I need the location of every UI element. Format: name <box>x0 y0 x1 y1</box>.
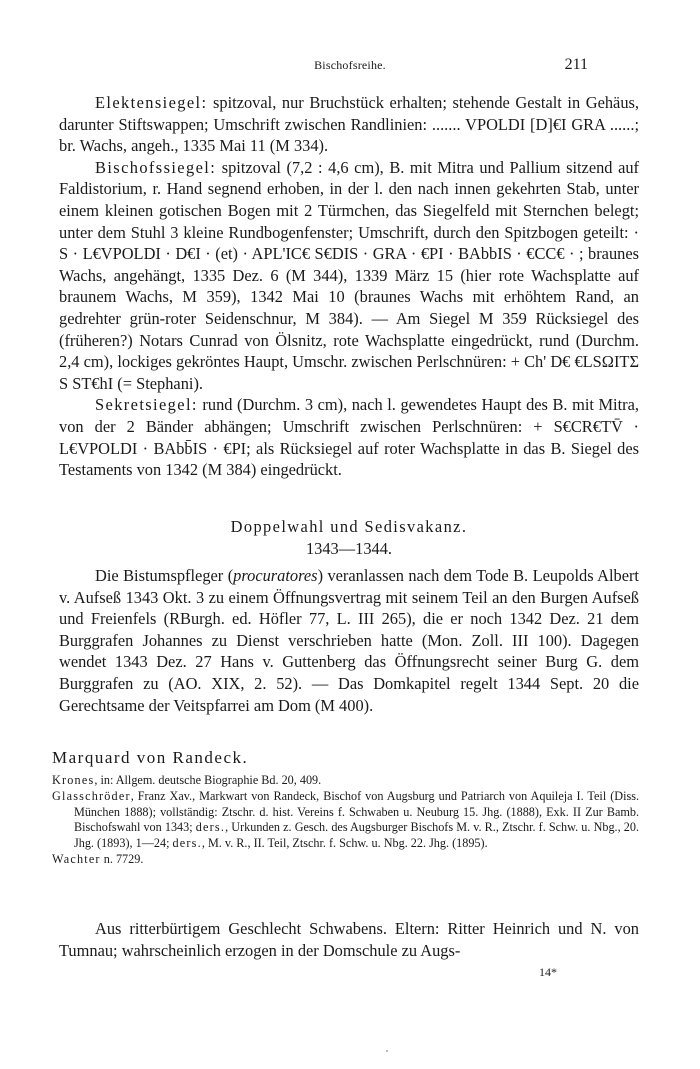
biblio-entry: Glasschröder, Franz Xav., Markwart von Randeck, Bischof von Augsburg und Patriarch von Aquileja I. Teil (Diss. München 1888); vollständig: Ztschr. d. hist. Vereins f. Schwaben u. Neuburg 15. Jhg. (1888), Exk. II Zur Bamb. Bischofswahl von 1343; ders., Urkunden z. Gesch. des Augsburger Bischofs M. v. R., Ztschr. f. Schw. u. Nbg., 20. Jhg. (1893), 1—24; ders., M. v. R., II. Teil, Ztschr. f. Schw. u. Nbg. 22. Jhg. (1895). <box>52 788 639 851</box>
paragraph-sedisvakanz: Die Bistumspfleger (procuratores) veranlassen nach dem Tode B. Leupolds Albert v. Aufseß 1343 Okt. 3 zu einem Öffnungsvertrag mit seinem Teil an den Burgen Aufseß und Freienfels (RBurgh. ed. Höfler 77, L. III 265), die er noch 1342 Dez. 21 dem Burggrafen Johannes zu Dienst verschrieben hatte (Mon. Zoll. III 100). Dagegen wendet 1343 Dez. 27 Hans v. Guttenberg das Öffnungsrecht seiner Burg G. dem Burggrafen zu (AO. XIX, 2. 52). — Das Domkapitel regelt 1344 Sept. 20 die Gerechtsame der Veitspfarrei am Dom (M 400). <box>59 566 639 715</box>
biblio-entry: Krones, in: Allgem. deutsche Biographie Bd. 20, 409. <box>52 773 322 787</box>
biblio-entry: Wachter n. 7729. <box>52 851 144 866</box>
term-bischofssiegel: Bischofssiegel: <box>95 157 217 177</box>
bishop-heading: Marquard von Randeck. <box>52 748 249 767</box>
paragraph-sekretsiegel: Sekretsiegel: rund (Durchm. 3 cm), nach l. gewendetes Haupt des B. mit Mitra, von der 2 Bänder abhängen; Umschrift zwischen Perlschnüren: + S€CR€TV̄ · L€VPOLDI · BAbb̄IS · €PI; als Rücksiegel auf roter Wachsplatte in das B. Siegel des Testaments von 1342 (M 384) eingedrückt. <box>59 395 639 480</box>
marquard-heading <box>52 748 632 768</box>
running-head <box>0 58 700 78</box>
paragraph-bischofssiegel: Bischofssiegel: spitzoval (7,2 : 4,6 cm), B. mit Mitra und Pallium sitzend auf Faldistorium, r. Hand segnend erhoben, in der l. den nach innen gekehrten Stab, unter einem kleinen gotischen Bogen mit 2 Türmchen, das Siegelfeld mit Sternchen belegt; unter dem Stuhl 3 kleine Rundbogenfenster; Umschrift, durch den Spitzbogen geteilt: · S · L€VPOLDI · D€I · (et) · APL'IC€ S€DIS · GRA · €PI · BAbbIS · €CC€ · ; braunes Wachs, angehängt, 1335 Dez. 6 (M 344), 1339 März 15 (hier rote Wachsplatte auf braunem Wachs, M 359), 1342 Mai 10 (braunes Wachs mit erhöhtem Rand, an gedrehter grün-roter Seidenschnur, M 384). — Am Siegel M 359 Rücksiegel des (früheren?) Notars Cunrad von Ölsnitz, rote Wachsplatte eingedrückt, rund (Durchm. 2,4 cm), lockiges gekröntes Haupt, Umschr. zwischen Perlschnüren: + Ch' D€ €LSΩITΣ S ST€hI (= Stephani). <box>59 157 639 393</box>
section-header <box>59 516 639 559</box>
bibliography <box>52 773 639 868</box>
term-elektensiegel: Elektensiegel: <box>95 93 208 112</box>
page-number: 211 <box>564 56 588 73</box>
paragraph-elektensiegel: Elektensiegel: spitzoval, nur Bruchstück erhalten; stehende Gestalt in Gehäus, darunter Stiftswappen; Umschrift zwischen Randlinien: ....... VPOLDI [D]€I GRA ......; br. Wachs, angeh., 1335 Mai 11 (M 334). <box>59 93 639 156</box>
printer-signature: 14* <box>539 965 557 979</box>
paragraph-intro: Aus ritterbürtigem Geschlecht Schwabens. Eltern: Ritter Heinrich und N. von Tumnau; wahrscheinlich erzogen in der Domschule zu Augs- <box>59 919 639 960</box>
marquard-intro <box>59 918 639 961</box>
running-title: Bischofsreihe. <box>314 58 386 72</box>
seal-descriptions <box>59 92 639 481</box>
section-title: Doppelwahl und Sedisvakanz. <box>230 517 468 536</box>
scan-speck <box>386 1050 388 1052</box>
term-sekretsiegel: Sekretsiegel: <box>95 395 198 415</box>
section-years: 1343—1344. <box>305 538 393 558</box>
sedisvakanz-text <box>59 565 639 716</box>
